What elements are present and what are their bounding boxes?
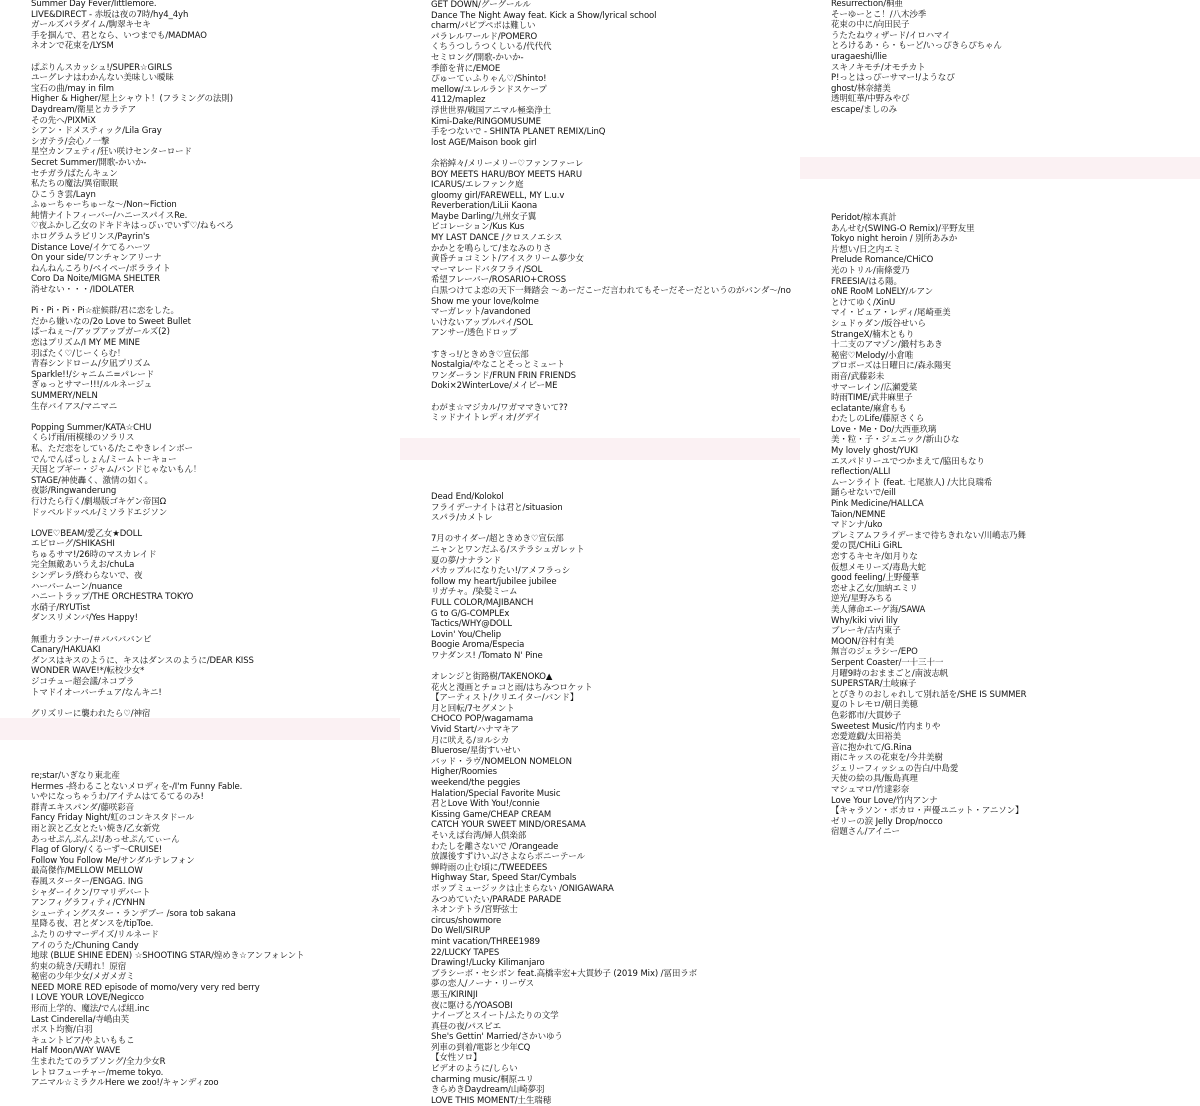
song-entry: 星降る夜、君とダンスを/tipToe. bbox=[31, 919, 154, 930]
song-entry: 透明虹華/中野みやび bbox=[831, 94, 910, 105]
song-entry: ghost/林奈緒美 bbox=[831, 83, 891, 94]
song-entry: マイ・ピュア・レディ/尾崎亜美 bbox=[831, 308, 951, 319]
song-entry: パカップルになりたい!/アメフラっシ bbox=[431, 566, 571, 577]
song-entry: 雨と涙と乙女とたい焼き/乙女新党 bbox=[31, 823, 160, 834]
song-entry: Taion/NEMNE bbox=[831, 509, 886, 520]
song-entry: circus/showmore bbox=[431, 915, 502, 926]
song-list-column-1-top bbox=[31, 0, 254, 719]
song-entry: Tactics/WHY@DOLL bbox=[431, 619, 512, 630]
list-spacer bbox=[431, 662, 697, 673]
song-entry: NEED MORE RED episode of momo/very very red berry bbox=[31, 982, 260, 993]
song-entry: Why/kiki vivi lily bbox=[831, 615, 898, 626]
song-entry: 青春シンドローム/夕凪プリズム bbox=[31, 359, 151, 370]
song-entry: 光のトリル/南條愛乃 bbox=[831, 265, 910, 276]
song-entry: ムーンライト (feat. 七尾旅人) /大比良瑞希 bbox=[831, 477, 993, 488]
song-entry: Serpent Coaster/一十三十一 bbox=[831, 657, 944, 668]
song-entry: 天使の絵の具/飯島真理 bbox=[831, 774, 918, 785]
list-spacer bbox=[31, 52, 254, 63]
song-entry: Canary/HAKUAKI bbox=[31, 645, 101, 656]
song-entry: ユーグレナはわかんない美味しい曖昧 bbox=[31, 73, 174, 84]
song-entry: ダンスはキスのように、キスはダンスのように/DEAR KISS bbox=[31, 655, 254, 666]
song-entry: MOON/谷村有美 bbox=[831, 636, 895, 647]
song-entry: バッド・ラヴ/NOMELON NOMELON bbox=[431, 756, 572, 767]
song-entry: プロポーズは日曜日に/森永陽実 bbox=[831, 361, 951, 372]
song-entry: Love Your Love/竹内アンナ bbox=[831, 795, 938, 806]
song-entry: ガールズパラダイム/駒翠キセキ bbox=[31, 20, 151, 31]
song-entry: Love・Me・Do/大西亜玖璃 bbox=[831, 424, 937, 435]
song-entry: ポスト均衡/白羽 bbox=[31, 1025, 93, 1036]
song-entry: 美人薄命エーゲ海/SAWA bbox=[831, 604, 926, 615]
song-entry: スパラ/カメトレ bbox=[431, 513, 493, 524]
song-entry: トマドイオーバーチュア/なんキニ! bbox=[31, 687, 162, 698]
list-spacer bbox=[31, 412, 254, 423]
list-spacer bbox=[431, 392, 791, 403]
song-entry: 月と回転/7セグメント bbox=[431, 703, 515, 714]
song-entry: 形而上学的、魔法/でんぱ組.inc bbox=[31, 1004, 150, 1015]
song-entry: いけないアップルパイ/SOL bbox=[431, 317, 533, 328]
song-entry: マーガレット/avandoned bbox=[431, 307, 531, 318]
song-entry: Tokyo night heroin / 別所あみか bbox=[831, 234, 958, 245]
song-entry: Higher & Higher/屋上シャウト！(フラミングの法則) bbox=[31, 94, 233, 105]
song-entry: Halation/Special Favorite Music bbox=[431, 788, 561, 799]
song-entry: アイのうた/Chuning Candy bbox=[31, 940, 139, 951]
song-entry: mellow/ユレルランドスケープ bbox=[431, 84, 547, 95]
song-entry: gloomy girl/FAREWELL, MY L.u.v bbox=[431, 190, 565, 201]
song-entry: 恋はプリズム/I MY ME MINE bbox=[31, 338, 140, 348]
song-entry: エピローグ/SHIKASHI bbox=[31, 539, 115, 550]
song-entry: 恋するキセキ/如月りな bbox=[831, 552, 918, 562]
song-entry: Kimi-Dake/RINGOMUSUME bbox=[431, 116, 541, 127]
song-entry: 美・粒・子・ジェニック/新山ひな bbox=[831, 435, 960, 446]
song-entry: 月曜9時のおままごと/南波志帆 bbox=[831, 668, 949, 679]
song-entry: Coro Da Noite/MIGMA SHELTER bbox=[31, 274, 160, 285]
song-entry: 約束の続き/天晴れ！原宿 bbox=[31, 961, 127, 972]
song-entry: Doki×2WinterLove/メイビーME bbox=[431, 381, 558, 392]
list-spacer bbox=[31, 698, 254, 709]
song-entry: みつめていたい/PARADE PARADE bbox=[431, 894, 562, 905]
song-entry: とけてゆく/XinU bbox=[831, 297, 896, 308]
song-entry: 7月のサイダー/超ときめき♡宣伝部 bbox=[431, 534, 564, 545]
list-spacer bbox=[31, 518, 254, 529]
song-entry: 十二支のアマゾン/鍛村ちあき bbox=[831, 340, 943, 351]
song-entry: Kissing Game/CHEAP CREAM bbox=[431, 809, 552, 820]
song-entry: charming music/桐原ユリ bbox=[431, 1074, 534, 1085]
song-entry: Follow You Follow Me/サンダルテレフォン bbox=[31, 855, 195, 866]
song-entry: わたしを離さないで /Orangeade bbox=[431, 841, 559, 852]
song-entry: Nostalgia/やなことそっとミュート bbox=[431, 360, 565, 371]
song-entry: SUPERSTAR/土岐麻子 bbox=[831, 679, 917, 690]
song-entry: かかとを鳴らして/まなみのりさ bbox=[431, 243, 552, 254]
song-entry: Peridot/椋本真計 bbox=[831, 213, 897, 223]
song-entry: 踊らせないで/eill bbox=[831, 488, 896, 499]
song-list-column-2-top bbox=[431, 0, 791, 424]
song-entry: とびきりのおしゃれして別れ話を/SHE IS SUMMER bbox=[831, 689, 1027, 700]
list-spacer bbox=[431, 339, 791, 350]
song-entry: ミッドナイトレディオ/グデイ bbox=[431, 413, 541, 424]
song-entry: ワナダンス! /Tomato N' Pine bbox=[431, 650, 543, 661]
song-entry: 行けたら行く/劇場版ゴキゲン帝国Ω bbox=[31, 496, 166, 507]
song-entry: 地球 (BLUE SHINE EDEN) ☆SHOOTING STAR/煌めき☆アンフォレント bbox=[31, 951, 305, 962]
song-entry: 秘密♡Melody/小倉唯 bbox=[831, 350, 914, 361]
song-list-column-1-bottom bbox=[31, 771, 304, 1089]
song-entry: ハーバームーン/nuance bbox=[31, 581, 123, 592]
song-entry: すきっ!/ときめき♡宣伝部 bbox=[431, 349, 529, 360]
song-entry: follow my heart/jubilee jubilee bbox=[431, 576, 557, 587]
song-entry: CATCH YOUR SWEET MIND/ORESAMA bbox=[431, 820, 586, 831]
song-entry: ポップミュージックは止まらない /ONIGAWARA bbox=[431, 883, 614, 894]
song-entry: 無言のジェラシー/EPO bbox=[831, 647, 918, 658]
song-entry: シガテラ/会心ノ一撃 bbox=[31, 136, 110, 147]
song-entry: 余裕綽々/メリーメリー♡ファンファーレ bbox=[431, 158, 584, 169]
song-entry: SUMMERY/NELN bbox=[31, 390, 98, 401]
song-entry: 夏のトレモロ/朝日美穂 bbox=[831, 700, 918, 711]
song-entry: アンフィグラフィティ/CYNHN bbox=[31, 898, 145, 909]
song-entry: シンデレラ/終わらないで、夜 bbox=[31, 571, 143, 582]
song-entry: ホログラムラビリンス/Payrin's bbox=[31, 232, 150, 243]
song-entry: Last Cinderella/寺嶋由芙 bbox=[31, 1014, 130, 1025]
song-entry: Drawing!/Lucky Kilimanjaro bbox=[431, 958, 545, 969]
song-entry: BOY MEETS HARU/BOY MEETS HARU bbox=[431, 169, 582, 180]
song-entry: シュドゥダン/坂谷せいら bbox=[831, 318, 926, 329]
song-entry: 夢の恋人/ノーナ・リーヴス bbox=[431, 979, 535, 990]
song-entry: 列車の到着/電影と少年CQ bbox=[431, 1042, 531, 1053]
song-entry: My lovely ghost/YUKI bbox=[831, 446, 919, 457]
song-entry: Summer Day Fever/littlemore. bbox=[31, 0, 157, 9]
song-entry: ジコチュー超会議/ネコプラ bbox=[31, 677, 135, 687]
song-entry: ふゅーちゃーちゅーな〜/Non~Fiction bbox=[31, 200, 177, 211]
song-entry: 希望フレーバー/ROSARIO+CROSS bbox=[431, 275, 567, 286]
song-entry: 春風スターター/ENGAG. ING bbox=[31, 876, 143, 887]
song-entry: 時雨TIME/武井麻里子 bbox=[831, 393, 913, 404]
song-entry: シューティングスター・ランデブー /sora tob sakana bbox=[31, 908, 236, 919]
song-entry: 手を掴んで、君となら、いつまでも/MADMAO bbox=[31, 30, 207, 41]
song-entry: Boogie Aroma/Especia bbox=[431, 640, 525, 651]
song-entry: StrangeX/楠木ともり bbox=[831, 329, 915, 340]
song-entry: ぱぷりんスカッシュ!/SUPER☆GIRLS bbox=[31, 62, 173, 73]
song-entry: 生まれたてのラブソング/全力少女R bbox=[31, 1057, 166, 1068]
song-entry: Resurrection/桐亜 bbox=[831, 0, 903, 9]
song-entry: キュントピア/やよいももこ bbox=[31, 1035, 135, 1046]
song-entry: Distance Love/イケてるハーツ bbox=[31, 242, 151, 253]
song-entry: 放課後すずけいぶ/さよならポニーテール bbox=[431, 852, 585, 863]
song-entry: ニャンとワンだふる/ステラシュガレット bbox=[431, 544, 585, 555]
song-entry: Pi・Pi・Pi・Pi☆症候群/君に恋をした。 bbox=[31, 306, 179, 317]
song-entry: 恋愛遊戯/太田裕美 bbox=[831, 732, 901, 743]
song-entry: 浮世世界/戦国アニマル極楽浄土 bbox=[431, 105, 551, 116]
song-entry: 夜影/Ringwanderung bbox=[31, 486, 117, 497]
song-entry: FREESIA/はる陽。 bbox=[831, 276, 902, 287]
song-entry: WONDER WAVE!*/転校少女* bbox=[31, 666, 145, 677]
song-entry: フライデーナイトは君と/situasion bbox=[431, 502, 563, 513]
song-entry: わがま☆マジカル/ワガママきいて?? bbox=[431, 402, 568, 413]
song-entry: reflection/ALLI bbox=[831, 467, 891, 478]
song-entry: 宝石の曲/may in film bbox=[31, 83, 114, 94]
song-entry: その先へ/PIXMiX bbox=[31, 115, 96, 126]
song-entry: マドンナ/uko bbox=[831, 520, 883, 531]
song-entry: ひこうき雲/Layn bbox=[31, 189, 96, 200]
song-entry: escape/ましのみ bbox=[831, 104, 897, 115]
song-entry: 群青エキスパンダ/藤咲彩音 bbox=[31, 802, 135, 813]
song-entry: ワンダーランド/FRUN FRIN FRIENDS bbox=[431, 370, 576, 381]
song-entry: でんでんぱっしょん/ミームトーキョー bbox=[31, 454, 177, 465]
song-entry: 水硝子/RYUTist bbox=[31, 602, 91, 613]
song-entry: Daydream/衛星とカラテア bbox=[31, 104, 136, 115]
song-entry: FULL COLOR/MAJIBANCH bbox=[431, 597, 534, 608]
song-entry: 花火と漫画とチョコと雨/はちみつロケット bbox=[431, 682, 593, 693]
song-entry: ゼリーの涙 Jelly Drop/nocco bbox=[831, 816, 943, 827]
song-entry: Dance The Night Away feat. Kick a Show/lyrical school bbox=[431, 10, 657, 21]
song-entry: 手をつないで - SHINTA PLANET REMIX/LinQ bbox=[431, 127, 606, 138]
song-entry: Flag of Glory/くるーず〜CRUISE! bbox=[31, 845, 163, 856]
song-entry: She's Gettin' Married/さかいゆう bbox=[431, 1032, 563, 1043]
song-entry: Half Moon/WAY WAVE bbox=[31, 1046, 121, 1057]
song-entry: LOVE THIS MOMENT/土生瑞穂 bbox=[431, 1095, 552, 1106]
panel-divider-left bbox=[0, 718, 400, 740]
song-entry: mint vacation/THREE1989 bbox=[431, 936, 540, 947]
song-entry: good feeling/上野優華 bbox=[831, 573, 920, 584]
song-entry: ぱーねぇ〜/アップアップガールズ(2) bbox=[31, 327, 170, 338]
song-entry: GET DOWN/グーグールル bbox=[431, 0, 531, 10]
song-entry: レトロフューチャー/meme tokyo. bbox=[31, 1067, 164, 1078]
song-entry: あっせぷんぷんぷ!/あっせぷんてぃーん bbox=[31, 834, 180, 845]
song-entry: ふたりのサマーデイズ/リルネード bbox=[31, 929, 159, 940]
song-entry: 宿題さん/アイニー bbox=[831, 827, 900, 838]
song-entry: 雨にキッスの花束を/今井美樹 bbox=[831, 753, 943, 764]
song-entry: Prelude Romance/CHiCO bbox=[831, 255, 934, 266]
song-entry: 【キャラソン・ボカロ・声優ユニット・アニソン】 bbox=[831, 806, 1024, 817]
song-entry: 季節を背に/EMOE bbox=[431, 63, 501, 74]
song-entry: マーマレードバタフライ/SOL bbox=[431, 264, 543, 275]
song-entry: 22/LUCKY TAPES bbox=[431, 947, 500, 958]
song-entry: P!っとはっぴーサマー!/ようなぴ bbox=[831, 73, 955, 84]
song-entry: Sweetest Music/竹内まりや bbox=[831, 721, 941, 732]
song-entry: うたたねウィザード/イロハマイ bbox=[831, 30, 951, 41]
song-entry: Pink Medicine/HALLCA bbox=[831, 499, 924, 510]
song-entry: CHOCO POP/wagamama bbox=[431, 714, 534, 725]
song-entry: lost AGE/Maison book girl bbox=[431, 137, 537, 148]
song-entry: G to G/G-COMPLEx bbox=[431, 608, 510, 619]
panel-divider-right bbox=[800, 157, 1200, 179]
song-entry: 羽ばたく♡/じーくらむ！ bbox=[31, 348, 126, 359]
song-entry: 生存バイアス/マニマニ bbox=[31, 401, 118, 412]
song-entry: ネオンテトラ/宮野弦士 bbox=[431, 905, 518, 916]
song-entry: あんせむ(SWING-O Remix)/平野友里 bbox=[831, 223, 975, 234]
song-entry: Fancy Friday Night/虹のコンキスタドール bbox=[31, 813, 195, 824]
song-entry: 音に抱かれて/G.Rina bbox=[831, 742, 912, 753]
song-entry: アンサー/透色ドロップ bbox=[431, 328, 518, 339]
song-entry: Maybe Darling/九州女子翼 bbox=[431, 211, 537, 222]
song-entry: 夏の夢/ナナランド bbox=[431, 555, 501, 566]
song-entry: 月に吠える/ヨルシカ bbox=[431, 735, 510, 746]
song-entry: いやになっちゃうわ/アイテムはてるてるのみ! bbox=[31, 792, 204, 803]
song-entry: 私、ただ恋をしている/たこやきレインボー bbox=[31, 443, 193, 454]
song-entry: リガチャ。/染髪ミーム bbox=[431, 587, 518, 598]
song-entry: 天国とブギー・ジャム/バンドじゃないもん！ bbox=[31, 465, 202, 476]
song-entry: そいえば台湾/婦人倶楽部 bbox=[431, 831, 527, 841]
song-entry: On your side/ワンチャンアリーナ bbox=[31, 253, 162, 264]
song-entry: ジェリーフィッシュの告白/中島愛 bbox=[831, 763, 959, 774]
song-entry: Higher/Roomies bbox=[431, 767, 497, 778]
song-entry: シアン・ドメスティック/Lila Gray bbox=[31, 126, 162, 137]
song-entry: わたしのLife/藤原さくら bbox=[831, 414, 925, 425]
song-entry: 夜に駆ける/YOASOBI bbox=[431, 1000, 513, 1011]
song-entry: くらげ雨/雨模様のソラリス bbox=[31, 433, 135, 444]
song-entry: Sparkle!!/シャニムニ=パレード bbox=[31, 369, 155, 380]
song-entry: 4112/maplez bbox=[431, 95, 486, 106]
song-entry: oNE RooM LoNELY/ルアン bbox=[831, 287, 934, 298]
song-entry: くちうつしうつくしいる/代代代 bbox=[431, 42, 552, 53]
song-entry: ハニートラップ/THE ORCHESTRA TOKYO bbox=[31, 592, 194, 603]
song-entry: 無重力ランナー/＃ババババンビ bbox=[31, 634, 152, 645]
song-entry: Highway Star, Speed Star/Cymbals bbox=[431, 873, 577, 884]
song-entry: 【女性ソロ】 bbox=[431, 1053, 482, 1064]
song-entry: 君とLove With You!/connie bbox=[431, 799, 540, 810]
song-list-column-3-top bbox=[831, 0, 1002, 116]
song-entry: ICARUS/エレファンク庭 bbox=[431, 180, 524, 191]
song-entry: LOVE♡BEAM/愛乙女★DOLL bbox=[31, 528, 143, 539]
song-entry: I LOVE YOUR LOVE/Negicco bbox=[31, 993, 144, 1004]
song-entry: 仮想メモリーズ/毒島大蛇 bbox=[831, 562, 926, 573]
song-entry: 真昼の夜/パスピエ bbox=[431, 1021, 501, 1032]
song-entry: スキノキモチ/オモチカト bbox=[831, 62, 926, 73]
song-entry: 愛の罠/CHiLi GiRL bbox=[831, 541, 903, 552]
song-entry: 花束の中に/向田民子 bbox=[831, 20, 910, 31]
song-entry: Bluerose/星街すいせい bbox=[431, 746, 521, 757]
song-entry: 白黒つけてよ恋の天下一舞踏会 〜あーだこーだ言われてもそーだそーだというのがバンダ〜/no bbox=[431, 286, 791, 297]
song-entry: とろけるあ・ら・もーど/いっぴきらぴちゃん bbox=[831, 41, 1002, 52]
song-entry: 消せない・・・/IDOLATER bbox=[31, 285, 135, 296]
song-entry: Do Well/SIRUP bbox=[431, 926, 491, 937]
song-entry: 秘密の少年少女/メガメガミ bbox=[31, 972, 135, 983]
song-entry: ぴゅーてぃふりゃん♡/Shinto! bbox=[431, 74, 547, 85]
song-entry: そーゆーとこ！/八木沙季 bbox=[831, 9, 927, 20]
song-entry: きらめきDaydream/山崎夢羽 bbox=[431, 1085, 545, 1096]
song-entry: Reverberation/LiLii Kaona bbox=[431, 201, 538, 212]
song-entry: eclatante/麻倉もも bbox=[831, 403, 907, 414]
song-entry: ブレーキ/古内東子 bbox=[831, 626, 901, 637]
song-entry: re;star/いぎなり東北産 bbox=[31, 771, 120, 781]
song-entry: Lovin' You/Chelip bbox=[431, 629, 502, 640]
song-entry: ぎゅっとサマー!!!/ルルネージュ bbox=[31, 380, 153, 391]
song-entry: プレミアムフライデーまで待ちきれない/川嶋志乃舞 bbox=[831, 530, 1026, 541]
song-entry: LIVE&DIRECT - 赤坂は夜の7時/hy4_4yh bbox=[31, 9, 189, 20]
song-entry: 逆光/星野みちる bbox=[831, 594, 893, 605]
song-entry: uragaeshi/llie bbox=[831, 51, 887, 62]
song-entry: weekend/the peggies bbox=[431, 778, 521, 789]
list-spacer bbox=[31, 296, 254, 307]
song-entry: charm/パピプペポは難しい bbox=[431, 21, 536, 32]
song-entry: Secret Summer/開歌-かいか- bbox=[31, 157, 147, 168]
song-entry: パラレルワールド/POMERO bbox=[431, 31, 538, 42]
song-entry: ネオンで花束を/LYSM bbox=[31, 41, 114, 52]
song-entry: STAGE/神使轟く、激情の如く。 bbox=[31, 475, 153, 486]
song-entry: ダンスリメンバ/Yes Happy! bbox=[31, 613, 138, 624]
song-entry: ブラシーボ・セシボン feat.高橋幸宏+大貫妙子 (2019 Mix) /冨田ラボ bbox=[431, 968, 698, 979]
list-spacer bbox=[431, 524, 697, 535]
song-entry: ねんねんころり/ペイペー/ポラライト bbox=[31, 263, 171, 274]
song-entry: 私たちの魔法/異宿眠眠 bbox=[31, 179, 118, 190]
song-entry: 黄昏チョコミント/アイスクリーム夢少女 bbox=[431, 254, 584, 265]
list-spacer bbox=[431, 148, 791, 159]
panel-divider-middle bbox=[400, 438, 800, 460]
song-entry: 純情ナイトフィーバー/ハニースパイスRe. bbox=[31, 210, 188, 221]
song-entry: ♡夜ふかし乙女のドキドキはっぴぃでいず♡/ねもぺろ bbox=[31, 221, 234, 232]
song-entry: ビデオのように/しらい bbox=[431, 1064, 518, 1075]
song-entry: 色彩都市/大貫妙子 bbox=[831, 710, 901, 721]
song-entry: オレンジと街路樹/TAKENOKO▲ bbox=[431, 672, 553, 683]
song-entry: セミロング/開歌-かいか- bbox=[431, 52, 524, 63]
song-entry: 悪玉/KIRINJI bbox=[431, 989, 478, 1000]
song-list-column-3-bottom bbox=[831, 213, 1027, 838]
song-entry: Popping Summer/KATA☆CHU bbox=[31, 422, 152, 433]
song-entry: シャダーイクン/ワマリデバート bbox=[31, 887, 151, 898]
song-entry: マシュマロ/竹達彩奈 bbox=[831, 785, 910, 796]
song-entry: Hermes -終わることないメロディを-/I'm Funny Fable. bbox=[31, 781, 243, 792]
song-entry: アニマル☆ミラクルHere we zoo!/キャンディzoo bbox=[31, 1078, 219, 1089]
song-list-column-2-bottom bbox=[431, 492, 697, 1106]
song-entry: サマーレイン/広瀬愛菜 bbox=[831, 382, 918, 393]
song-entry: Vivid Start/ハナマキア bbox=[431, 725, 519, 736]
song-entry: ナイーブとスイート/ふたりの文学 bbox=[431, 1011, 559, 1022]
song-entry: グリズリーに襲われたら♡/神宿 bbox=[31, 708, 151, 719]
song-entry: だから嫌いなの/2o Love to Sweet Bullet bbox=[31, 316, 191, 327]
song-entry: ドッペルドッペル/ミソラドエジソン bbox=[31, 507, 168, 518]
song-entry: 蝉時雨の止む頃に/TWEEDEES bbox=[431, 862, 548, 873]
song-entry: 雨音/武藤彩未 bbox=[831, 371, 885, 382]
song-entry: ピコレーション/Kus Kus bbox=[431, 222, 525, 233]
list-spacer bbox=[31, 624, 254, 635]
song-entry: 【アーティスト/クリエイター/バンド】 bbox=[431, 693, 579, 704]
song-entry: Dead End/Kolokol bbox=[431, 492, 504, 502]
song-entry: MY LAST DANCE /クロスノエシス bbox=[431, 233, 563, 244]
song-entry: エスパドリーユでつかまえて/脇田もなり bbox=[831, 456, 985, 467]
song-entry: Show me your love/kolme bbox=[431, 296, 539, 307]
song-entry: セチガラ/ばたんキュン bbox=[31, 168, 118, 179]
song-entry: 恋せよ乙女/加納エミリ bbox=[831, 583, 918, 594]
song-entry: 片想い/日之内エミ bbox=[831, 244, 901, 255]
song-entry: ちゅるサマ!/26時のマスカレイド bbox=[31, 549, 157, 560]
song-entry: 星空カンフェティ/狂い咲けセンターロード bbox=[31, 147, 192, 158]
song-entry: 完全無敵あいうえお/chuLa bbox=[31, 560, 135, 571]
song-entry: 最高傑作/MELLOW MELLOW bbox=[31, 866, 143, 877]
